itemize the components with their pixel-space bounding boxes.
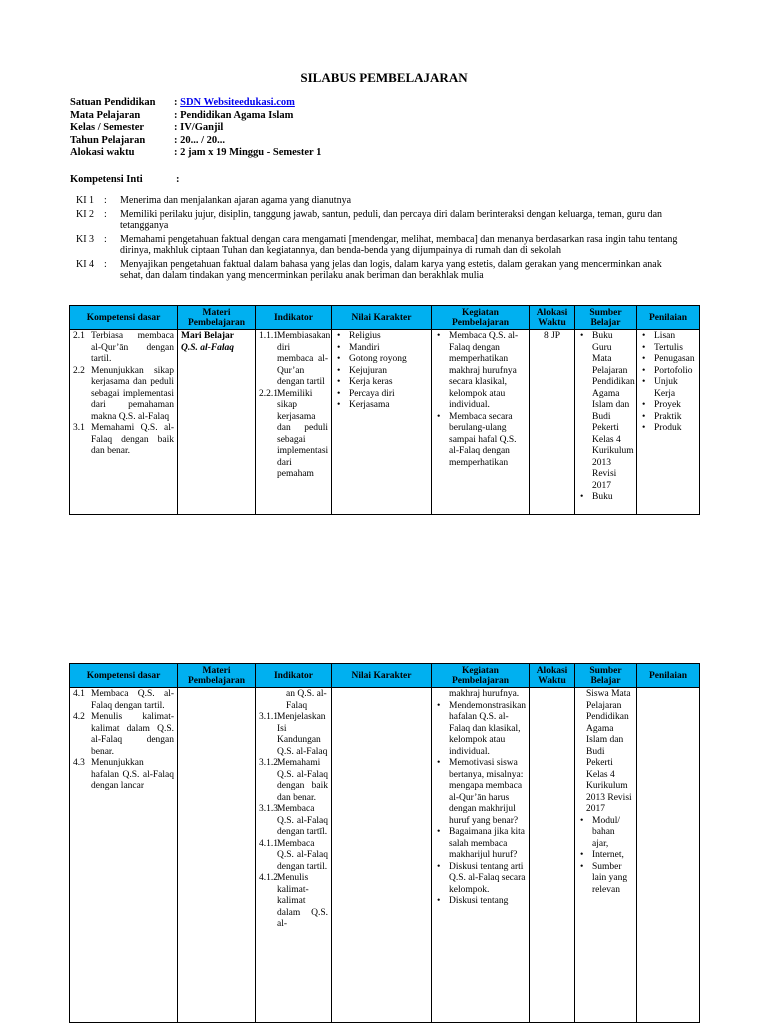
header-kegiatan: Kegiatan Pembelajaran <box>432 664 530 688</box>
table-row <box>70 330 700 515</box>
list-item: • Percaya diri <box>335 389 428 401</box>
list-item: 4.3 Menunjukkan hafalan Q.S. al-Falaq dengan lancar <box>73 758 174 791</box>
list-item: • Buku Guru Mata Pelajaran Pendidikan Agama Islam dan Budi Pekerti Kelas 4 Kurikulum 2013 Revisi 2017 <box>578 331 633 492</box>
table-row <box>70 688 700 1023</box>
table-header-row <box>70 306 700 330</box>
ki-item: KI 1 : Menerima dan menjalankan ajaran agama yang dianutnya <box>76 195 352 206</box>
header-kegiatan: Kegiatan Pembelajaran <box>432 306 530 330</box>
list-item: 2.2 Menunjukkan sikap kerjasama dan peduli sebagai implementasi dari pemahaman makna Q.S. al-Falaq <box>73 365 174 422</box>
header-penilaian: Penilaian <box>637 664 700 688</box>
ki-heading: Kompetensi Inti : <box>70 174 180 185</box>
header-nilai: Nilai Karakter <box>332 664 432 688</box>
list-item: • Sumber lain yang relevan <box>578 862 633 897</box>
ki-list <box>76 195 686 284</box>
list-item: • Unjuk Kerja <box>640 377 696 400</box>
list-item: 4.1.1 Membaca Q.S. al-Falaq dengan tartil. <box>259 838 328 872</box>
kegiatan-cell: makhraj hurufnya. • Mendemonstrasikan hafalan Q.S. al-Falaq dan klasikal, kelompok atau individual. • Memotivasi siswa bertanya, misalnya: mengapa membaca al-Qur’ān harus dengan makhrijul huruf yang benar? • Bagaimana jika kita salah membaca makharijul huruf? • Diskusi tentang arti Q.S. al-Falaq secara kelompok. • Diskusi tentang <box>432 688 530 1023</box>
materi-cell <box>178 688 256 1023</box>
list-item: • Internet, <box>578 850 633 862</box>
list-item: • Praktik <box>640 412 696 424</box>
document-title: SILABUS PEMBELAJARAN <box>300 70 468 85</box>
meta-row: Tahun Pelajaran : 20... / 20... <box>70 134 226 146</box>
list-item: • Memotivasi siswa bertanya, misalnya: mengapa membaca al-Qur’ān harus dengan makhrijul huruf yang benar? <box>435 758 526 827</box>
list-item: 2.1 Terbiasa membaca al-Qur’ān dengan tartil. <box>73 331 174 364</box>
list-item: • Mandiri <box>335 343 428 355</box>
ki-item: KI 2 : Memiliki perilaku jujur, disiplin, tanggung jawab, santun, peduli, dan percaya diri dalam berinteraksi dengan keluarga, teman, guru dan tetangganya <box>76 208 663 231</box>
kd-cell <box>70 330 178 515</box>
meta-row: Mata Pelajaran : Pendidikan Agama Islam <box>70 109 294 121</box>
sumber-cell <box>575 330 637 515</box>
list-item: • Penugasan <box>640 354 696 366</box>
meta-row: Alokasi waktu : 2 jam x 19 Minggu - Semester 1 <box>70 147 322 158</box>
header-materi: Materi Pembelajaran <box>178 664 256 688</box>
syllabus-table-2 <box>69 663 700 1023</box>
header-nilai: Nilai Karakter <box>332 306 432 330</box>
list-item: 3.1 Memahami Q.S. al-Falaq dengan baik dan benar. <box>73 423 174 456</box>
list-item: • Buku <box>578 492 633 504</box>
header-alokasi: Alokasi Waktu <box>530 664 575 688</box>
list-item: 4.2 Menulis kalimat-kalimat dalam Q.S. al-Falaq dengan benar. <box>73 712 174 757</box>
list-item: 4.1.2 Menulis kalimat-kalimat dalam Q.S. al- <box>259 873 328 929</box>
list-item: 2.2.1 Memiliki sikap kerjasama dan peduli sebagai implementasi dari pemaham <box>259 388 329 479</box>
table-header-row <box>70 664 700 688</box>
ki-item: KI 3 : Memahami pengetahuan faktual dengan cara mengamati [mendengar, melihat, membaca] dan menanya berdasarkan rasa ingin tahu tentang dirinya, makhluk ciptaan Tuhan dan kegiatannya, dan benda-benda yang dijumpainya di rumah dan di sekolah <box>76 233 678 256</box>
syllabus-table-1 <box>69 305 700 515</box>
sumber-cell: Siswa Mata Pelajaran Pendidikan Agama Islam dan Budi Pekerti Kelas 4 Kurikulum 2013 Revisi 2017 • Modul/ bahan ajar, • Internet, • Sumber lain yang relevan <box>575 688 637 1023</box>
list-item: 4.1 Membaca Q.S. al-Falaq dengan tartil. <box>73 689 174 711</box>
list-item: • Mendemonstrasikan hafalan Q.S. al-Falaq dan klasikal, kelompok atau individual. <box>435 701 526 759</box>
ki-item: KI 4 : Menyajikan pengetahuan faktual dalam bahasa yang jelas dan logis, dalam karya yang estetis, dalam gerakan yang mencerminkan anak sehat, dan dalam tindakan yang mencerminkan perilaku anak beriman dan berakhlak mulia <box>76 258 662 281</box>
header-alokasi: Alokasi Waktu <box>530 306 575 330</box>
materi-cell: Mari Belajar Q.S. al-Falaq <box>178 330 256 515</box>
header-kompetensi: Kompetensi dasar <box>70 306 178 330</box>
list-item: • Produk <box>640 423 696 435</box>
header-indikator: Indikator <box>256 664 332 688</box>
list-item: • Kerja keras <box>335 377 428 389</box>
list-item: • Proyek <box>640 400 696 412</box>
header-sumber: Sumber Belajar <box>575 306 637 330</box>
list-item: 1.1.1 Membiasakan diri membaca al-Qur’an dengan tartil <box>259 331 331 387</box>
header-sumber: Sumber Belajar <box>575 664 637 688</box>
list-item: • Lisan <box>640 331 696 343</box>
nilai-cell <box>332 688 432 1023</box>
header-materi: Materi Pembelajaran <box>178 306 256 330</box>
list-item: • Membaca Q.S. al-Falaq dengan memperhatikan makhraj hurufnya secara klasikal, kelompok atau individual. <box>435 331 526 412</box>
school-link[interactable]: SDN Websiteedukasi.com <box>180 97 295 108</box>
list-item: 3.1.3 Membaca Q.S. al-Falaq dengan tartīl. <box>259 804 328 837</box>
alokasi-cell: 8 JP <box>530 330 575 515</box>
kegiatan-cell <box>432 330 530 515</box>
alokasi-cell <box>530 688 575 1023</box>
header-penilaian: Penilaian <box>637 306 700 330</box>
list-item: • Gotong royong <box>335 354 428 366</box>
header-kompetensi: Kompetensi dasar <box>70 664 178 688</box>
list-item: • Diskusi tentang arti Q.S. al-Falaq secara kelompok. <box>435 862 526 897</box>
list-item: 3.1.2 Memahami Q.S. al-Falaq dengan baik dan benar. <box>259 758 328 803</box>
identity-block <box>70 97 321 160</box>
list-item: • Religius <box>335 331 428 343</box>
list-item: • Kejujuran <box>335 366 428 378</box>
list-item: 3.1.1 Menjelaskan Isi Kandungan Q.S. al-Falaq <box>259 712 328 757</box>
list-item: • Kerjasama <box>335 400 428 412</box>
meta-row: Kelas / Semester : IV/Ganjil <box>70 122 224 133</box>
meta-row: Satuan Pendidikan : SDN Websiteedukasi.com <box>70 97 295 108</box>
penilaian-cell <box>637 688 700 1023</box>
indikator-cell <box>256 330 332 515</box>
list-item: • Bagaimana jika kita salah membaca makharijul huruf? <box>435 827 526 862</box>
list-item: • Modul/ bahan ajar, <box>578 816 633 851</box>
header-indikator: Indikator <box>256 306 332 330</box>
penilaian-cell <box>637 330 700 515</box>
list-item: • Membaca secara berulang-ulang sampai hafal Q.S. al-Falaq dengan memperhatikan <box>435 412 526 470</box>
list-item: • Tertulis <box>640 343 696 355</box>
list-item: • Portofolio <box>640 366 696 378</box>
list-item: • Diskusi tentang <box>435 896 526 908</box>
indikator-cell: an Q.S. al-Falaq 3.1.1 Menjelaskan Isi Kandungan Q.S. al-Falaq 3.1.2 Memahami Q.S. al-Falaq dengan baik dan benar. 3.1.3 Membaca Q.S. al-Falaq dengan tartīl. 4.1.1 Membaca Q.S. al-Falaq dengan tartil. 4.1.2 Menulis kalimat-kalimat dalam Q.S. al- <box>256 688 332 1023</box>
kd-cell <box>70 688 178 1023</box>
nilai-cell <box>332 330 432 515</box>
